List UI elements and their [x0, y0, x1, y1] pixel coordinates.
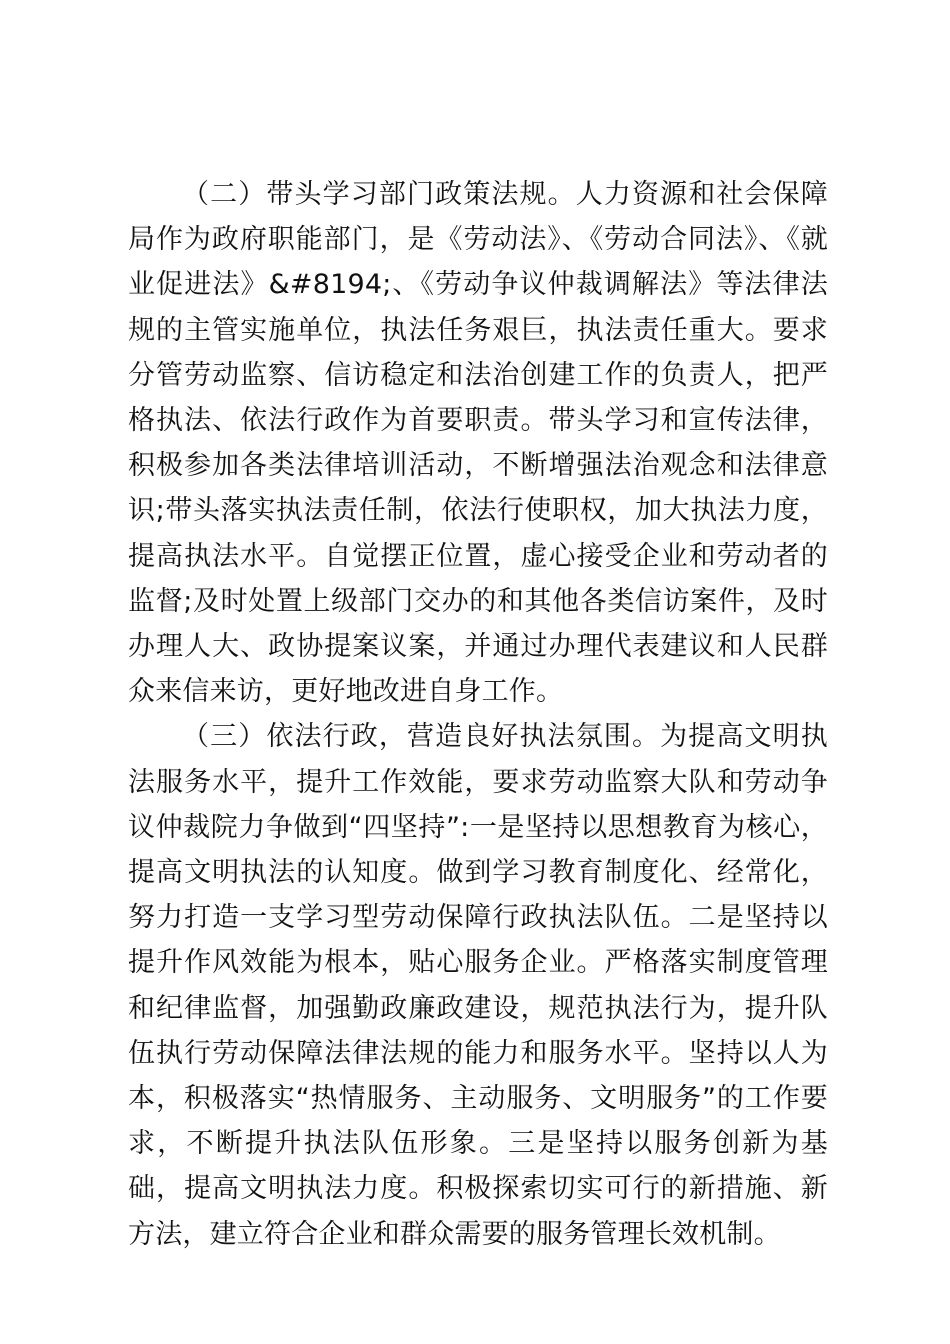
paragraph-section-two: （二）带头学习部门政策法规。人力资源和社会保障局作为政府职能部门，是《劳动法》、《劳动合同法》、《就业促进法》&#8194;、《劳动争议仲裁调解法》等法律法规的主管实施单位，执法任务艰巨，执法责任重大。要求分管劳动监察、信访稳定和法治创建工作的负责人，把严格执法、依法行政作为首要职责。带头学习和宣传法律，积极参加各类法律培训活动，不断增强法治观念和法律意识;带头落实执法责任制，依法行使职权，加大执法力度，提高执法水平。自觉摆正位置，虚心接受企业和劳动者的监督;及时处置上级部门交办的和其他各类信访案件，及时办理人大、政协提案议案，并通过办理代表建议和人民群众来信来访，更好地改进自身工作。 — [128, 179, 828, 708]
document-body — [128, 172, 828, 1257]
paragraph-section-three: （三）依法行政，营造良好执法氛围。为提高文明执法服务水平，提升工作效能，要求劳动监察大队和劳动争议仲裁院力争做到“四坚持”:一是坚持以思想教育为核心，提高文明执法的认知度。做到学习教育制度化、经常化，努力打造一支学习型劳动保障行政执法队伍。二是坚持以提升作风效能为根本，贴心服务企业。严格落实制度管理和纪律监督，加强勤政廉政建设，规范执法行为，提升队伍执行劳动保障法律法规的能力和服务水平。坚持以人为本，积极落实“热情服务、主动服务、文明服务”的工作要求，不断提升执法队伍形象。三是坚持以服务创新为基础，提高文明执法力度。积极探索切实可行的新措施、新方法，建立符合企业和群众需要的服务管理长效机制。 — [128, 721, 828, 1250]
